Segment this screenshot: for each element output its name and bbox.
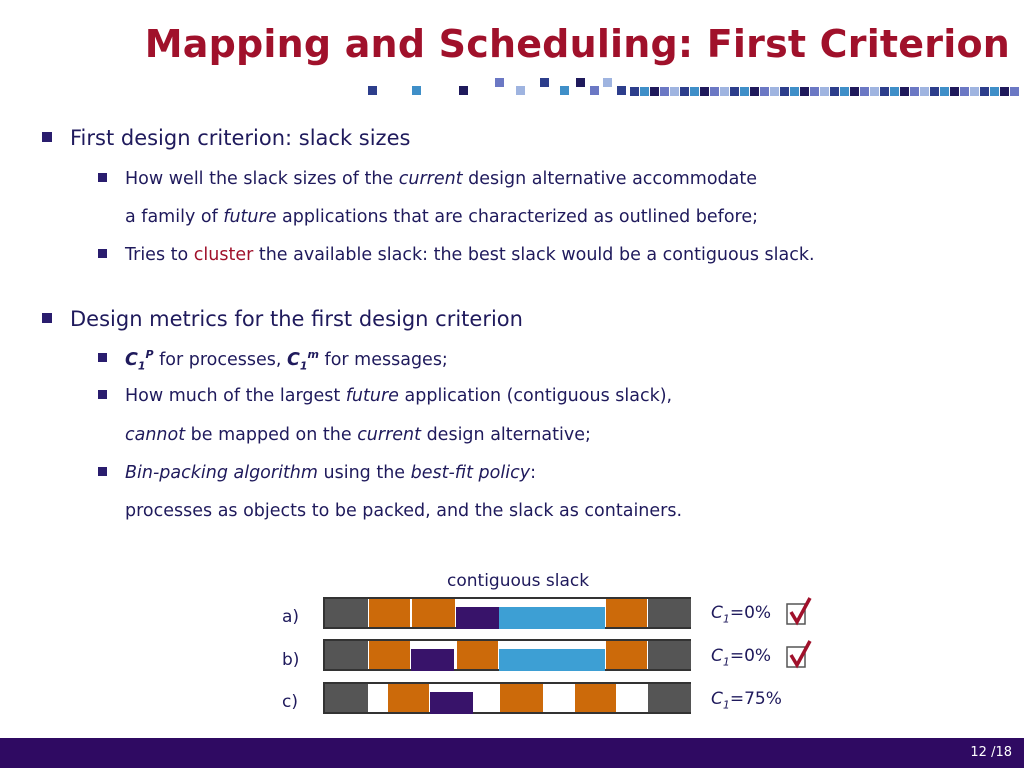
schedule-bar-a	[323, 597, 691, 629]
slot-process	[456, 641, 499, 669]
decor-square	[850, 87, 859, 96]
decor-square	[720, 87, 729, 96]
text-emphasis: current	[357, 425, 422, 445]
bullet-square-icon	[98, 173, 107, 182]
text-run: applications that are characterized as outlined before;	[276, 207, 759, 227]
row-label-c: c)	[282, 692, 298, 712]
text-run: design alternative;	[421, 425, 591, 445]
text-emphasis: future	[223, 207, 277, 227]
text-emphasis: future	[345, 386, 399, 406]
bullet-continuation	[125, 501, 682, 521]
decor-square	[940, 87, 949, 96]
decor-square	[710, 87, 719, 96]
slot-process	[411, 599, 456, 627]
slot-process	[387, 684, 430, 712]
text-run: :	[530, 463, 536, 483]
decor-square	[670, 87, 679, 96]
slot-gray	[325, 641, 368, 669]
bullet-c1-metrics	[98, 348, 448, 372]
slot-future-app	[456, 607, 499, 629]
bullet-bin-packing	[98, 463, 536, 483]
slot-gray	[648, 684, 691, 712]
decor-square	[780, 87, 789, 96]
slide-title: Mapping and Scheduling: First Criterion	[144, 22, 1010, 66]
decor-square	[820, 87, 829, 96]
bullet-square-icon	[98, 467, 107, 476]
text-highlight: cluster	[193, 245, 254, 265]
bullet-continuation	[125, 207, 758, 227]
metric-a: $C_1=0\%$	[711, 603, 772, 626]
decor-square	[760, 87, 769, 96]
text-run: processes as objects to be packed, and the slack as containers.	[125, 501, 683, 521]
bullet-design-metrics	[42, 307, 523, 331]
decor-square	[750, 87, 759, 96]
decor-square	[516, 86, 525, 95]
metric-symbol: $C_1^m$	[287, 348, 319, 373]
decor-square	[950, 87, 959, 96]
slot-gray	[648, 599, 691, 627]
bullet-square-icon	[98, 249, 107, 258]
bullet-square-icon	[98, 390, 107, 399]
footer-bar	[0, 738, 1024, 768]
decor-square	[770, 87, 779, 96]
bullet-square-icon	[42, 313, 52, 323]
row-label-b: b)	[282, 650, 300, 670]
row-label-a: a)	[282, 607, 300, 627]
decor-square	[368, 86, 377, 95]
decor-square	[730, 87, 739, 96]
bullet-square-icon	[42, 132, 52, 142]
slot-process	[574, 684, 617, 712]
decor-square	[617, 86, 626, 95]
decor-square	[920, 87, 929, 96]
bullet-text: First design criterion: slack sizes	[70, 126, 411, 150]
metric-b: $C_1=0\%$	[711, 646, 772, 669]
decor-square	[900, 87, 909, 96]
text-run: application (contiguous slack),	[398, 386, 673, 406]
decor-square	[890, 87, 899, 96]
decor-square	[1000, 87, 1009, 96]
text-run: for processes,	[153, 349, 288, 370]
decor-square	[870, 87, 879, 96]
decor-square	[690, 87, 699, 96]
slot-future-app	[430, 692, 473, 714]
bullet-largest-future-app	[98, 386, 672, 406]
text-run: for messages;	[318, 349, 448, 370]
bullet-first-criterion	[42, 126, 410, 150]
decor-square	[860, 87, 869, 96]
text-run: design alternative accommodate	[462, 169, 758, 189]
decor-square	[650, 87, 659, 96]
slot-gray	[325, 599, 368, 627]
slot-future-app	[411, 649, 454, 671]
text-emphasis: Bin-packing algorithm	[125, 463, 318, 483]
decor-square	[540, 78, 549, 87]
metric-symbol: $C_1^P$	[125, 348, 154, 373]
bullet-continuation	[125, 425, 591, 445]
decor-square	[810, 87, 819, 96]
decor-square	[680, 87, 689, 96]
decor-square	[459, 86, 468, 95]
text-run: How much of the largest	[125, 386, 346, 406]
text-run: the available slack: the best slack would be a contiguous slack.	[253, 245, 815, 265]
decor-square	[630, 87, 639, 96]
decor-square	[800, 87, 809, 96]
text-run: using the	[317, 463, 411, 483]
checkmark-icon	[786, 639, 826, 673]
text-emphasis: best-fit policy	[410, 463, 531, 483]
decor-square	[790, 87, 799, 96]
schedule-bar-b	[323, 639, 691, 671]
slot-gray	[325, 684, 368, 712]
text-run: How well the slack sizes of the	[125, 169, 399, 189]
text-emphasis: current	[398, 169, 463, 189]
slot-process	[368, 641, 411, 669]
decor-square	[970, 87, 979, 96]
slot-process	[605, 599, 648, 627]
text-run: Tries to	[125, 245, 194, 265]
decor-square	[640, 87, 649, 96]
metric-c: $C_1=75\%$	[711, 689, 782, 712]
decor-square	[412, 86, 421, 95]
slot-process	[605, 641, 648, 669]
slot-gray	[648, 641, 691, 669]
bullet-square-icon	[98, 353, 107, 362]
bullet-cluster-slack	[98, 245, 815, 265]
decor-square	[660, 87, 669, 96]
decor-square	[880, 87, 889, 96]
text-run: be mapped on the	[185, 425, 358, 445]
decor-square	[603, 78, 612, 87]
decor-square	[495, 78, 504, 87]
decor-square	[910, 87, 919, 96]
slot-slack-blue	[499, 607, 605, 629]
decor-square	[840, 87, 849, 96]
schedule-bar-c	[323, 682, 691, 714]
contiguous-slack-label: contiguous slack	[447, 571, 590, 591]
decor-square	[560, 86, 569, 95]
decor-square	[990, 87, 999, 96]
decor-square	[700, 87, 709, 96]
checkmark-icon	[786, 596, 826, 630]
decor-square	[590, 86, 599, 95]
slot-slack-blue	[499, 649, 605, 671]
decor-square	[1010, 87, 1019, 96]
page-number: 12 /18	[970, 745, 1012, 760]
decorative-square-pattern	[0, 72, 1024, 98]
decor-square	[960, 87, 969, 96]
decor-square	[576, 78, 585, 87]
bullet-text: Design metrics for the first design criterion	[70, 307, 523, 331]
decor-square	[980, 87, 989, 96]
text-run: a family of	[125, 207, 224, 227]
decor-square	[930, 87, 939, 96]
decor-square	[830, 87, 839, 96]
text-emphasis: cannot	[125, 425, 186, 445]
bullet-slack-accommodation	[98, 169, 757, 189]
slot-process	[368, 599, 411, 627]
decor-square	[740, 87, 749, 96]
slot-process	[499, 684, 544, 712]
